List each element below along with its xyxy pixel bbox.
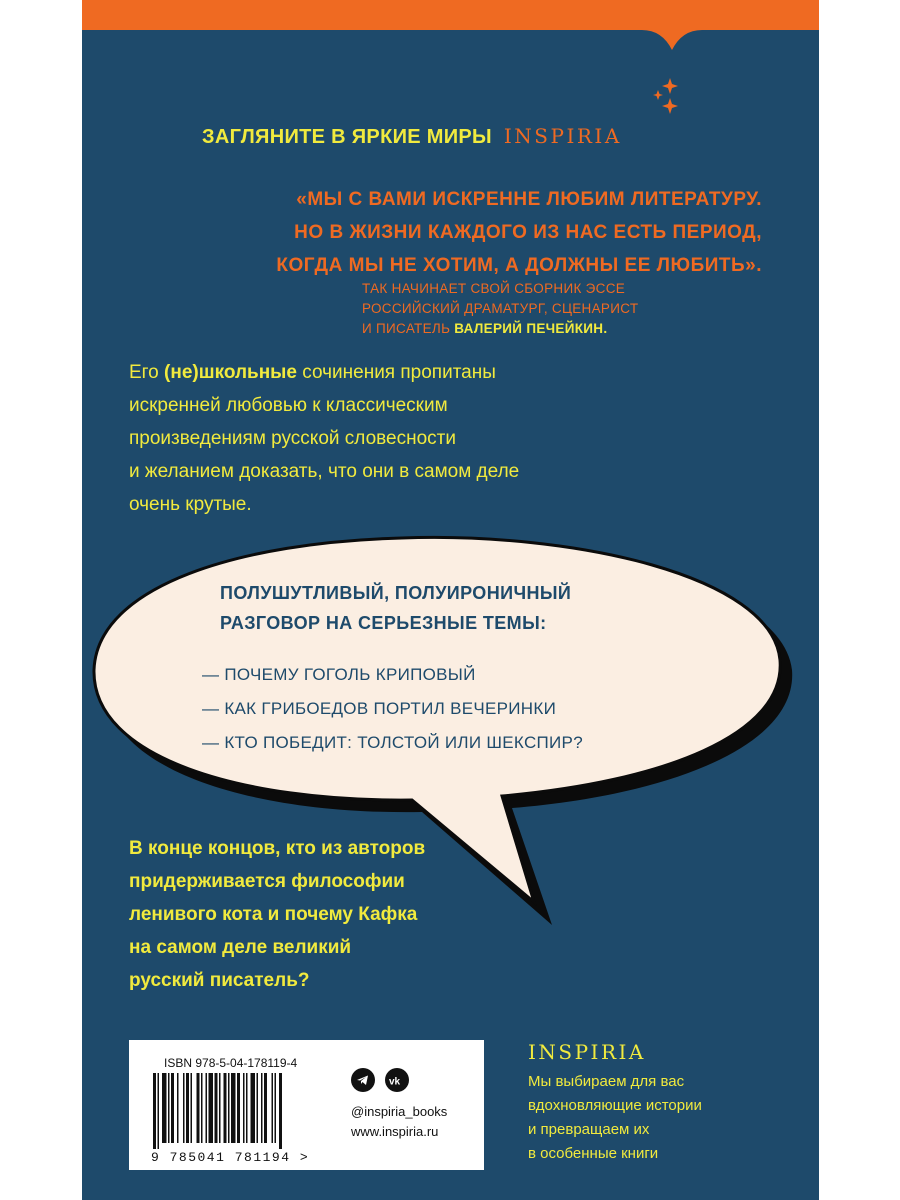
barcode-bar	[201, 1073, 203, 1143]
bubble-title-line: РАЗГОВОР НА СЕРЬЕЗНЫЕ ТЕМЫ:	[220, 613, 547, 633]
barcode-bar	[272, 1073, 274, 1143]
barcode	[151, 1073, 331, 1149]
description-line: искренней любовью к классическим	[129, 395, 448, 416]
barcode-bar	[206, 1073, 208, 1143]
barcode-bar	[231, 1073, 236, 1143]
barcode-bar	[168, 1073, 170, 1143]
quote-line: «МЫ С ВАМИ ИСКРЕННЕ ЛЮБИМ ЛИТЕРАТУРУ.	[296, 189, 762, 210]
publisher-line: Мы выбираем для вас	[528, 1073, 685, 1090]
bubble-list-item: — ПОЧЕМУ ГОГОЛЬ КРИПОВЫЙ	[202, 665, 476, 684]
barcode-bar	[183, 1073, 185, 1143]
barcode-panel	[129, 1040, 484, 1170]
social-block	[351, 1068, 491, 1142]
barcode-bar	[215, 1073, 218, 1143]
telegram-icon[interactable]	[351, 1068, 375, 1092]
quote	[202, 183, 762, 282]
description	[129, 356, 629, 521]
description-line: очень крутые.	[129, 494, 252, 515]
barcode-bar	[153, 1073, 156, 1149]
barcode-bar	[228, 1073, 230, 1143]
desc-rest: сочинения пропитаны	[296, 362, 496, 383]
publisher-line: в особенные книги	[528, 1145, 659, 1162]
desc-lead: Его	[129, 362, 165, 383]
bubble-list	[202, 658, 660, 760]
barcode-bar	[237, 1073, 240, 1143]
description-line	[129, 356, 629, 389]
svg-text:vk: vk	[389, 1076, 401, 1088]
vk-icon[interactable]	[385, 1068, 409, 1092]
closing-line: на самом деле великий	[129, 937, 352, 958]
barcode-bar	[209, 1073, 214, 1143]
closing-line: придерживается философии	[129, 871, 405, 892]
description-line: и желанием доказать, что они в самом деле	[129, 461, 520, 482]
publisher-name: INSPIRIA	[528, 1040, 646, 1064]
barcode-bar	[243, 1073, 245, 1143]
barcode-bar	[219, 1073, 221, 1143]
social-icons	[351, 1068, 491, 1092]
author-name: ВАЛЕРИЙ ПЕЧЕЙКИН.	[454, 321, 608, 336]
barcode-bar	[197, 1073, 200, 1143]
desc-bold: (не)школьные	[164, 362, 297, 383]
bubble-text	[202, 578, 660, 760]
attribution-line	[362, 319, 762, 339]
closing-line: В конце концов, кто из авторов	[129, 838, 426, 859]
publisher-line: и превращаем их	[528, 1121, 650, 1138]
barcode-bar	[264, 1073, 267, 1143]
publisher-line: вдохновляющие истории	[528, 1097, 702, 1114]
bubble-list-item: — КТО ПОБЕДИТ: ТОЛСТОЙ ИЛИ ШЕКСПИР?	[202, 733, 583, 752]
closing-line: русский писатель?	[129, 970, 310, 991]
isbn-text: ISBN 978-5-04-178119-4	[164, 1056, 298, 1070]
publisher-block	[528, 1040, 768, 1166]
closing-line: ленивого кота и почему Кафка	[129, 904, 418, 925]
bubble-title-line: ПОЛУШУТЛИВЫЙ, ПОЛУИРОНИЧНЫЙ	[220, 583, 572, 603]
barcode-bar	[257, 1073, 259, 1143]
publisher-description	[528, 1070, 768, 1166]
barcode-bar	[177, 1073, 179, 1143]
attribution-prefix: И ПИСАТЕЛЬ	[362, 321, 455, 336]
social-handle[interactable]: @inspiria_books	[351, 1104, 448, 1119]
website-link[interactable]: www.inspiria.ru	[351, 1124, 439, 1139]
bubble-list-item: — КАК ГРИБОЕДОВ ПОРТИЛ ВЕЧЕРИНКИ	[202, 699, 557, 718]
attribution	[362, 279, 762, 339]
orange-tab-shape	[82, 0, 819, 60]
barcode-bar	[171, 1073, 174, 1143]
barcode-bar	[246, 1073, 248, 1143]
barcode-bar	[261, 1073, 263, 1143]
description-line: произведениям русской словесности	[129, 428, 456, 449]
barcode-bar	[162, 1073, 167, 1143]
closing-question	[129, 832, 489, 997]
quote-line: КОГДА МЫ НЕ ХОТИМ, А ДОЛЖНЫ ЕЕ ЛЮБИТЬ».	[276, 255, 762, 276]
barcode-bar	[186, 1073, 189, 1143]
barcode-digits: 9 785041 781194 >	[151, 1150, 310, 1165]
barcode-bar	[279, 1073, 282, 1149]
attribution-line: РОССИЙСКИЙ ДРАМАТУРГ, СЦЕНАРИСТ	[362, 301, 639, 316]
barcode-bar	[275, 1073, 277, 1143]
book-back-cover	[82, 0, 819, 1200]
attribution-line: ТАК НАЧИНАЕТ СВОЙ СБОРНИК ЭССЕ	[362, 281, 626, 296]
barcode-bar	[251, 1073, 256, 1143]
barcode-bar	[191, 1073, 193, 1143]
sparkle-icon	[650, 76, 684, 116]
headline	[202, 124, 802, 149]
barcode-bar	[224, 1073, 227, 1143]
headline-brand: INSPIRIA	[503, 124, 622, 148]
quote-line: НО В ЖИЗНИ КАЖДОГО ИЗ НАС ЕСТЬ ПЕРИОД,	[294, 222, 762, 243]
headline-text: ЗАГЛЯНИТЕ В ЯРКИЕ МИРЫ	[202, 126, 492, 148]
barcode-bar	[158, 1073, 160, 1149]
